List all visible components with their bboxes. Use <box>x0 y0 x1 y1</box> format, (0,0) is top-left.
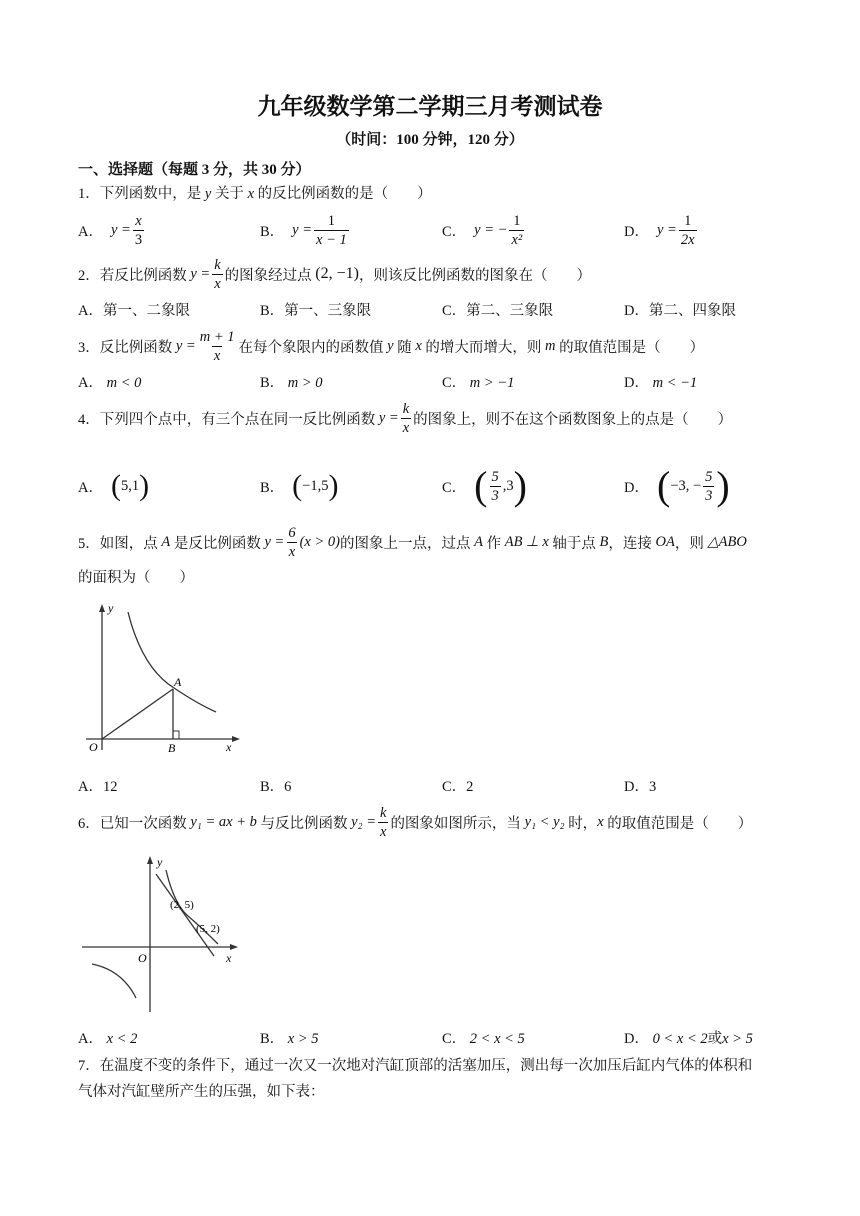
label-b: B <box>168 741 176 755</box>
q2-option-d[interactable]: D．第二、四象限 <box>624 303 736 319</box>
q4-option-c[interactable]: C． ( $\frac{5}{3}$ ,3 ) <box>442 463 527 508</box>
x-axis-arrow <box>230 944 238 950</box>
q5-option-c[interactable]: C．2 <box>442 779 474 795</box>
q3-option-b[interactable]: B． m > 0 <box>260 375 323 391</box>
q2-option-c[interactable]: C．第二、三象限 <box>442 303 554 319</box>
question-7-line-2: 气体对汽缸壁所产生的压强，如下表： <box>78 1084 325 1100</box>
q1-option-d[interactable]: D． y = $\frac{1}{2x}$ <box>624 212 695 248</box>
q5-figure <box>78 598 248 758</box>
question-2-stem: 2．若反比例函数 y = $\frac{k}{x}$ 的图象经过点 (2, −1) ，则该反比例函数的图象在（ ） <box>78 256 591 292</box>
linear-function-line <box>156 874 214 956</box>
question-7-line-1: 7．在温度不变的条件下，通过一次又一次地对汽缸顶部的活塞加压，测出每一次加压后缸内气体的体积和 <box>78 1058 753 1074</box>
page-subtitle: （时间：100 分钟，120 分） <box>336 132 524 148</box>
q4-option-a[interactable]: A． ( 5,1 ) <box>78 469 150 502</box>
y-axis-arrow <box>99 604 105 612</box>
q6-figure <box>78 852 248 1017</box>
q3-option-a[interactable]: A． m < 0 <box>78 375 142 391</box>
q6-option-d[interactable]: D． 0 < x < 2或x > 5 <box>624 1031 753 1047</box>
q3-option-c[interactable]: C． m > −1 <box>442 375 515 391</box>
q6-option-c[interactable]: C． 2 < x < 5 <box>442 1031 525 1047</box>
page-title: 九年级数学第二学期三月考测试卷 <box>257 94 603 119</box>
label-point-5-2: (5, 2) <box>196 923 220 935</box>
q5-option-a[interactable]: A．12 <box>78 779 118 795</box>
label-o: O <box>138 951 147 965</box>
question-5-stem-cont: 的面积为（ ） <box>78 570 194 586</box>
section-heading: 一、选择题（每题 3 分，共 30 分） <box>78 162 311 178</box>
label-x: x <box>226 740 232 754</box>
question-4-stem: 4．下列四个点中，有三个点在同一反比例函数 y = $\frac{k}{x}$ 的图象上，则 不 · 在 · 这个函数图象上的点是（ ） <box>78 398 732 438</box>
hyperbola-curve <box>128 612 216 712</box>
right-angle-mark <box>173 731 179 739</box>
question-5-stem: 5．如图，点 A 是反比例函数 y = $\frac{6}{x}$ (x > 0) 的图象上一点，过点 A 作 AB ⊥ x 轴于点 B ，连接 OA ，则 △ABO <box>78 524 747 560</box>
q2-option-a[interactable]: A．第一、二象限 <box>78 303 190 319</box>
q4-option-b[interactable]: B． ( −1,5 ) <box>260 469 339 502</box>
q3-option-d[interactable]: D． m < −1 <box>624 375 698 391</box>
x-axis-arrow <box>232 736 240 742</box>
q6-option-b[interactable]: B． x > 5 <box>260 1031 319 1047</box>
segment-oa <box>102 689 173 739</box>
q4-option-d[interactable]: D． ( −3, − $\frac{5}{3}$ ) <box>624 463 730 508</box>
label-a: A <box>174 675 182 689</box>
question-6-stem: 6．已知一次函数 y₁ = ax + b 与反比例函数 y₂ = $\frac{k}{x}$ 的图象如图所示，当 y₁ < y₂ 时， x 的取值范围是（ ） <box>78 804 753 840</box>
q2-option-b[interactable]: B．第一、三象限 <box>260 303 372 319</box>
question-3-stem: 3．反比例函数 y = $\frac{m + 1}{x}$ 在每个象限内的函数值 y 随 x 的增大而增大，则 m 的取值范围是（ ） <box>78 328 705 364</box>
q5-option-d[interactable]: D．3 <box>624 779 657 795</box>
label-o: O <box>89 740 98 754</box>
y-axis-arrow <box>147 856 153 864</box>
label-point-2-5: (2, 5) <box>170 899 194 911</box>
label-y: y <box>157 855 163 869</box>
q5-option-b[interactable]: B．6 <box>260 779 292 795</box>
hyperbola-branch-2 <box>92 964 136 998</box>
label-x: x <box>226 951 232 965</box>
q6-option-a[interactable]: A． x < 2 <box>78 1031 138 1047</box>
q1-option-a[interactable]: A． y = $\frac{x}{3}$ <box>78 212 143 248</box>
label-y: y <box>108 601 114 615</box>
q1-option-b[interactable]: B． y = $\frac{1}{x - 1}$ <box>260 212 347 248</box>
q1-option-c[interactable]: C． y = − $\frac{1}{\text{x²}}$ <box>442 212 523 248</box>
question-1-stem: 1．下列函数中，是 y 关于 x 的反比例函数的是（ ） <box>78 186 432 202</box>
